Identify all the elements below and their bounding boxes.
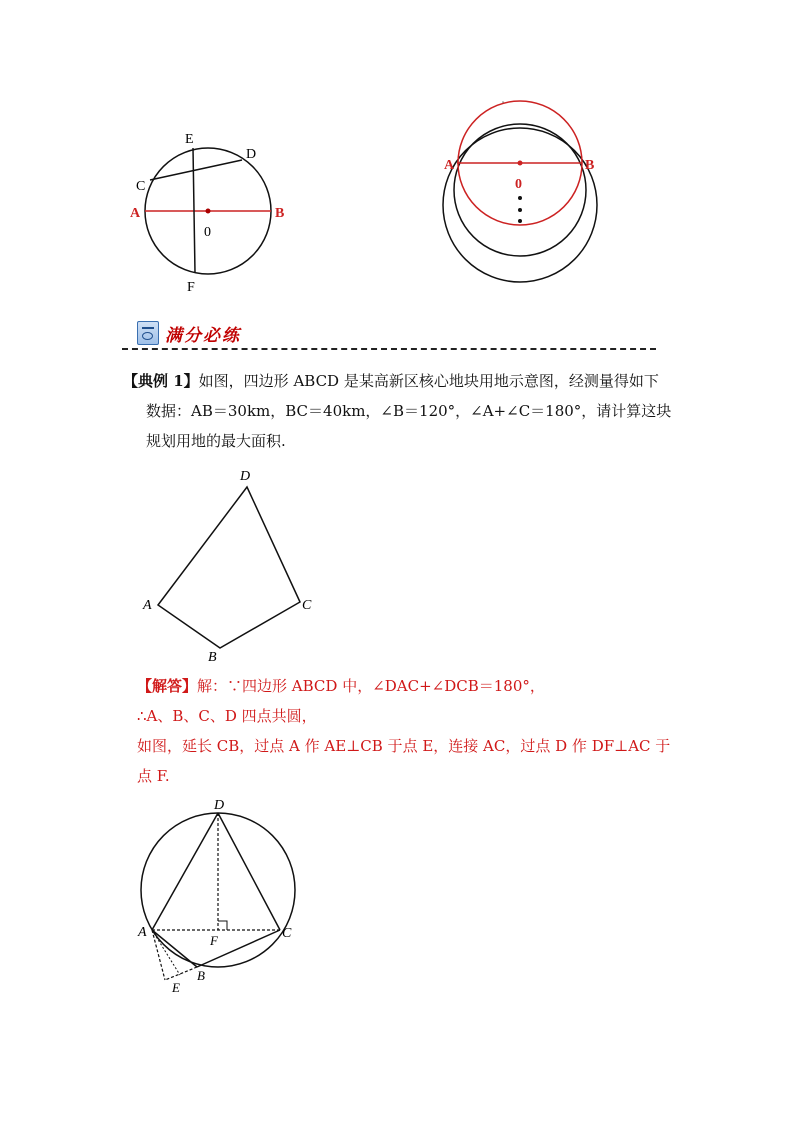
example-line-1: 如图，四边形 ABCD 是某高新区核心地块用地示意图，经测量得如下 — [198, 372, 659, 390]
label-A: A — [444, 158, 455, 173]
label-C: C — [136, 179, 146, 194]
label-E: E — [172, 980, 180, 995]
answer-line-4: 点 F. — [137, 767, 170, 785]
label-C: C — [302, 598, 312, 613]
label-B: B — [197, 968, 205, 983]
figure-cyclic-quadrilateral — [130, 795, 310, 995]
example-line-3: 规划用地的最大面积. — [146, 432, 286, 450]
section-title: 满分必练 — [165, 325, 241, 346]
label-A: A — [138, 925, 147, 940]
label-B: B — [585, 158, 595, 173]
label-B: B — [275, 206, 285, 221]
label-B: B — [208, 650, 217, 665]
label-O: 0 — [515, 177, 522, 192]
example-problem — [123, 366, 683, 456]
figure-circle-chords — [125, 125, 295, 300]
label-D: D — [246, 147, 257, 162]
answer-line-1: 解：∵四边形 ABCD 中，∠DAC+∠DCB＝180°， — [197, 677, 545, 695]
label-F: F — [210, 933, 218, 948]
label-A: A — [143, 598, 152, 613]
label-C: C — [282, 926, 292, 941]
answer-line-2: ∴A、B、C、D 四点共圆， — [137, 707, 317, 725]
label-D: D — [214, 798, 225, 813]
example-tag: 【典例 1】 — [123, 372, 199, 390]
label-F: F — [187, 280, 195, 295]
answer-tag: 【解答】 — [137, 677, 198, 695]
example-line-2: 数据：AB＝30km，BC＝40km，∠B＝120°，∠A+∠C＝180°，请计算这块 — [146, 402, 672, 420]
figure-quadrilateral — [135, 462, 330, 667]
answer-line-3: 如图，延长 CB，过点 A 作 AE⊥CB 于点 E，连接 AC，过点 D 作 DF⊥AC 于 — [137, 737, 671, 755]
answer-text — [137, 671, 677, 791]
figure-nested-circles — [435, 95, 610, 295]
label-D: D — [240, 469, 251, 484]
document-icon — [137, 321, 159, 345]
label-A: A — [130, 206, 141, 221]
label-E: E — [185, 132, 194, 147]
section-heading — [137, 318, 241, 348]
label-O: 0 — [204, 225, 211, 240]
section-divider — [122, 348, 656, 350]
